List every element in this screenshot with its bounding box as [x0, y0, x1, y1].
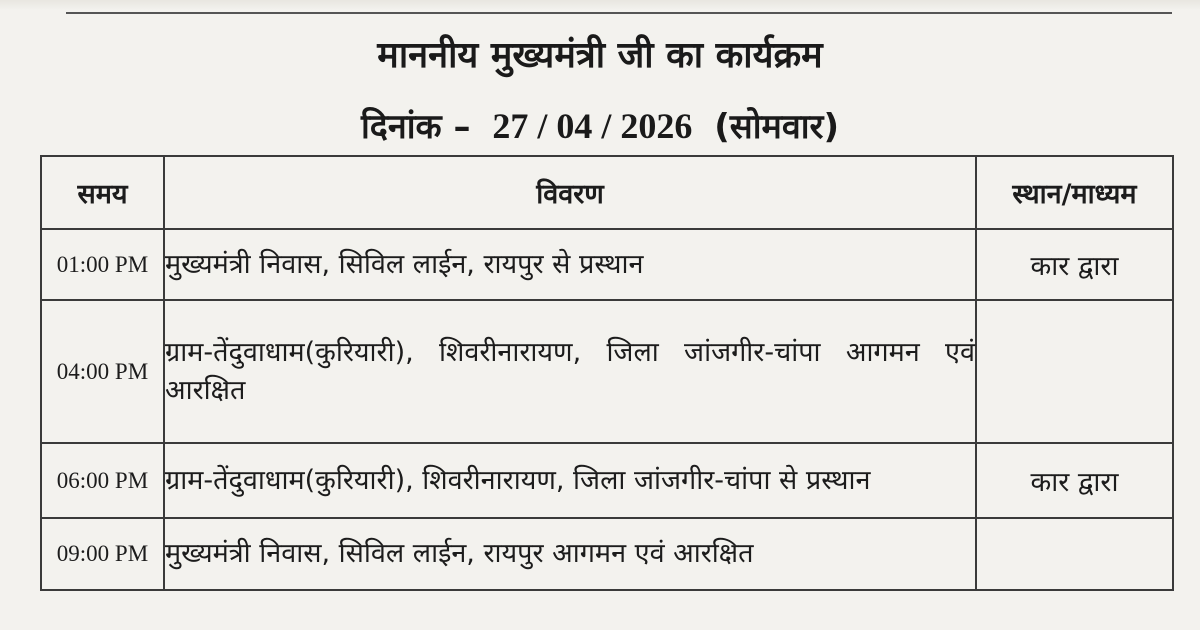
- date-line: [0, 100, 1200, 153]
- day-name: (सोमवार): [714, 107, 840, 147]
- details-cell: मुख्यमंत्री निवास, सिविल लाईन, रायपुर आगमन एवं आरक्षित: [164, 518, 976, 590]
- table-header-row: [41, 156, 1173, 229]
- time-cell: 09:00 PM: [41, 518, 164, 590]
- table-row: [41, 443, 1173, 518]
- mode-cell: [976, 518, 1173, 590]
- details-cell: मुख्यमंत्री निवास, सिविल लाईन, रायपुर से प्रस्थान: [164, 229, 976, 300]
- mode-cell: कार द्वारा: [976, 229, 1173, 300]
- date-value: 27 / 04 / 2026: [492, 106, 693, 146]
- details-cell: ग्राम-तेंदुवाधाम(कुरियारी), शिवरीनारायण, जिला जांजगीर-चांपा से प्रस्थान: [164, 443, 976, 518]
- time-cell: 04:00 PM: [41, 300, 164, 443]
- table-row: [41, 518, 1173, 590]
- column-header-mode: स्थान/माध्यम: [976, 156, 1173, 229]
- details-cell: ग्राम-तेंदुवाधाम(कुरियारी), शिवरीनारायण, जिला जांजगीर-चांपा आगमन एवं आरक्षित: [164, 300, 976, 443]
- mode-cell: कार द्वारा: [976, 443, 1173, 518]
- top-divider: [66, 12, 1172, 14]
- column-header-time: समय: [41, 156, 164, 229]
- schedule-table: [40, 155, 1174, 591]
- time-cell: 06:00 PM: [41, 443, 164, 518]
- mode-cell: [976, 300, 1173, 443]
- table-row: [41, 300, 1173, 443]
- table-row: [41, 229, 1173, 300]
- time-cell: 01:00 PM: [41, 229, 164, 300]
- date-label: दिनांक –: [360, 107, 471, 147]
- page-title: माननीय मुख्यमंत्री जी का कार्यक्रम: [377, 35, 823, 76]
- column-header-details: विवरण: [164, 156, 976, 229]
- page-top-edge: [0, 0, 1200, 10]
